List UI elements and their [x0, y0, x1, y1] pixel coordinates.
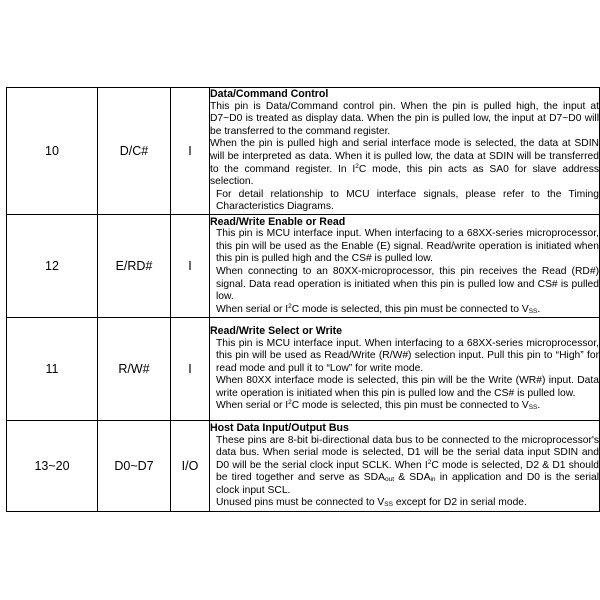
description-title: Data/Command Control [210, 88, 329, 101]
table-row [7, 88, 600, 215]
description-paragraph: When connecting to an 80XX-microprocessor, this pin receives the Read (RD#) signal. Data read operation is initiated when this pin is pulled low and CS# is pulled low. [216, 266, 599, 303]
pin-name: R/W# [98, 318, 171, 421]
pin-description-table [6, 87, 600, 512]
pin-number: 10 [7, 88, 98, 215]
description-title: Read/Write Enable or Read [210, 215, 346, 228]
description-paragraph: When serial or $I^2C$ mode is selected, this pin must be connected to $V_{SS}$. [216, 302, 541, 315]
description-paragraph: When the pin is pulled high and serial interface mode is selected, the data at SDIN will be interpreted as data. When it is pulled low, the data at SDIN will be transferred to the command register. In $I^2C$ mode, this pin acts as SA0 for slave address selection. [210, 138, 599, 188]
pin-type: I/O [171, 421, 210, 512]
pin-number: 13~20 [7, 421, 98, 512]
pin-description [210, 421, 600, 512]
pin-description [210, 215, 600, 318]
pin-description [210, 88, 600, 215]
description-paragraph: These pins are 8-bit bi-directional data bus to be connected to the microprocessor's data bus. When serial mode is selected, D1 will be the serial data input SDIN and D0 will be the serial clock input SCLK. When $I^2C$ mode is selected, D2 & D1 should be tired together and serve as $SDA_{out}$ & $SDA_{in}$ in application and D0 is the serial clock input SCL. [216, 434, 600, 496]
pin-number: 12 [7, 215, 98, 318]
description-paragraph: For detail relationship to MCU interface signals, please refer to the Timing Characteristics Diagrams. [216, 188, 599, 213]
description-paragraph: When 80XX interface mode is selected, this pin will be the Write (WR#) input. Data write operation is initiated when this pin is pulled low and the CS# is pulled low. [216, 375, 599, 399]
description-paragraph: This pin is MCU interface input. When interfacing to a 68XX-series microprocessor, this pin will be used as the Enable (E) signal. Read/write operation is initiated when this pin is pulled high and the CS# is pulled low. [216, 228, 599, 265]
description-paragraph: This pin is MCU interface input. When interfacing to a 68XX-series microprocessor, this pin will be used as Read/Write (R/W#) selection input. Pull this pin to “High” for read mode and pull it to “Low” for write mode. [216, 337, 599, 374]
pin-number: 11 [7, 318, 98, 421]
pin-name: E/RD# [98, 215, 171, 318]
description-paragraph: When serial or $I^2C$ mode is selected, this pin must be connected to $V_{SS}$. [216, 399, 541, 412]
pin-name: D0~D7 [98, 421, 171, 512]
pin-type: I [171, 318, 210, 421]
pin-type: I [171, 215, 210, 318]
description-paragraph: This pin is Data/Command control pin. When the pin is pulled high, the input at D7~D0 is treated as display data. When the pin is pulled low, the input at D7~D0 will be transferred to the command register. [210, 100, 599, 137]
description-paragraph: Unused pins must be connected to $V_{SS}$ except for D2 in serial mode. [216, 497, 527, 509]
pin-description [210, 318, 600, 421]
description-title: Host Data Input/Output Bus [210, 421, 349, 434]
pin-type: I [171, 88, 210, 215]
description-title: Read/Write Select or Write [210, 324, 343, 337]
table-row [7, 215, 600, 318]
table-row [7, 318, 600, 421]
pin-name: D/C# [98, 88, 171, 215]
table-row [7, 421, 600, 512]
